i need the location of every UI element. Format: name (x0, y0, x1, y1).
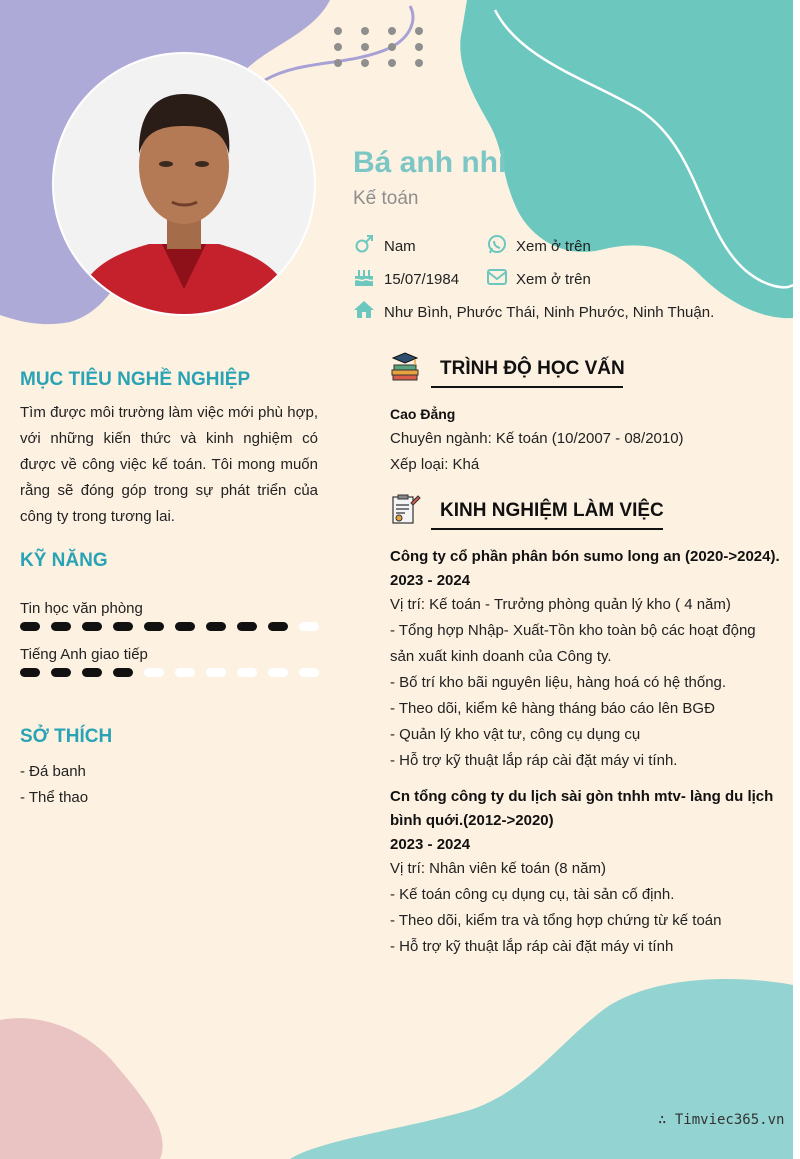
experience-underline (431, 528, 663, 530)
skill-dash-empty (237, 668, 257, 677)
skill-dash-filled (113, 622, 133, 631)
birthday-cake-icon (353, 267, 375, 287)
phone-value: Xem ở trên (516, 238, 591, 255)
skill-dash-empty (206, 668, 226, 677)
pink-blob (0, 1018, 163, 1159)
person-photo (54, 54, 314, 314)
skill-dash-filled (113, 668, 133, 677)
job-duty: - Hỗ trợ kỹ thuật lắp ráp cài đặt máy vi tính (390, 938, 674, 955)
skill-dash-filled (206, 622, 226, 631)
job-duty: - Bố trí kho bãi nguyên liệu, hàng hoá có hệ thống. (390, 674, 727, 691)
skill-dash-filled (20, 622, 40, 631)
candidate-name: Bá anh nhi (353, 146, 507, 179)
education-grade: Xếp loại: Khá (390, 456, 480, 473)
phone-whatsapp-icon (486, 234, 508, 254)
avatar (52, 52, 316, 316)
address-value: Như Bình, Phước Thái, Ninh Phước, Ninh Thuận. (384, 304, 715, 321)
education-books-icon (389, 350, 421, 382)
experience-clipboard-icon (389, 493, 421, 525)
skill-dash-filled (51, 668, 71, 677)
skill-name: Tin học văn phòng (20, 600, 143, 617)
objective-text: Tìm được môi trường làm việc mới phù hợp, với những kiến thức và kinh nghiệm có được về công việc kế toán. Tôi mong muốn rằng sẽ đóng góp trong sự phát triển của công ty trong tương lai. (20, 404, 318, 525)
skill-level-bar (20, 666, 320, 680)
job-company: bình quới.(2012->2020) (390, 812, 554, 829)
job-duty: sản xuất kinh doanh của Công ty. (390, 648, 612, 665)
job-company: Cn tổng công ty du lịch sài gòn tnhh mtv- làng du lịch (390, 788, 774, 805)
skill-dash-filled (51, 622, 71, 631)
education-major: Chuyên ngành: Kế toán (10/2007 - 08/2010) (390, 430, 684, 447)
job-position: Vị trí: Nhân viên kế toán (8 năm) (390, 860, 606, 877)
job-duty: - Kế toán công cụ dụng cụ, tài sản cố định. (390, 886, 675, 903)
hobbies-heading: SỞ THÍCH (20, 726, 113, 747)
email-icon (486, 267, 508, 287)
birthday-value: 15/07/1984 (384, 271, 460, 288)
skill-dash-empty (299, 622, 319, 631)
skill-level-bar (20, 620, 320, 634)
skill-dash-filled (268, 622, 288, 631)
job-duty: - Tổng hợp Nhập- Xuất-Tồn kho toàn bộ các hoạt động (390, 622, 756, 639)
skill-dash-filled (82, 668, 102, 677)
skill-dash-empty (175, 668, 195, 677)
experience-heading: KINH NGHIỆM LÀM VIỆC (440, 500, 664, 521)
skill-dash-filled (20, 668, 40, 677)
skill-dash-filled (175, 622, 195, 631)
job-period: 2023 - 2024 (390, 572, 471, 589)
skill-name: Tiếng Anh giao tiếp (20, 646, 148, 663)
education-school: Cao Đẳng (390, 406, 456, 422)
job-duty: - Hỗ trợ kỹ thuật lắp ráp cài đặt máy vi tính. (390, 752, 678, 769)
job-duty: - Quản lý kho vật tư, công cụ dụng cụ (390, 726, 641, 743)
hobby-item: - Thể thao (20, 789, 89, 806)
skill-dash-empty (144, 668, 164, 677)
education-underline (431, 386, 623, 388)
job-period: 2023 - 2024 (390, 836, 471, 853)
teal-blob-bottom (290, 979, 793, 1159)
teal-blob (460, 0, 793, 318)
job-duty: - Theo dõi, kiểm tra và tổng hợp chứng từ kế toán (390, 912, 722, 929)
objective-heading: MỤC TIÊU NGHỀ NGHIỆP (20, 369, 251, 390)
watermark: ∴ Timviec365.vn (658, 1112, 785, 1128)
email-value: Xem ở trên (516, 271, 591, 288)
job-duty: - Theo dõi, kiểm kê hàng tháng báo cáo lên BGĐ (390, 700, 715, 717)
skill-dash-filled (237, 622, 257, 631)
hobby-item: - Đá banh (20, 763, 86, 780)
skill-dash-empty (268, 668, 288, 677)
gender-value: Nam (384, 238, 416, 255)
job-company: Công ty cổ phần phân bón sumo long an (2020->2024). (390, 548, 780, 565)
skills-heading: KỸ NĂNG (20, 550, 108, 571)
skill-dash-empty (299, 668, 319, 677)
skill-dash-filled (144, 622, 164, 631)
gender-icon (353, 234, 375, 254)
skill-dash-filled (82, 622, 102, 631)
home-icon (353, 300, 375, 320)
job-position: Vị trí: Kế toán - Trưởng phòng quản lý kho ( 4 năm) (390, 596, 731, 613)
education-heading: TRÌNH ĐỘ HỌC VẤN (440, 358, 625, 379)
candidate-title: Kế toán (353, 188, 419, 209)
